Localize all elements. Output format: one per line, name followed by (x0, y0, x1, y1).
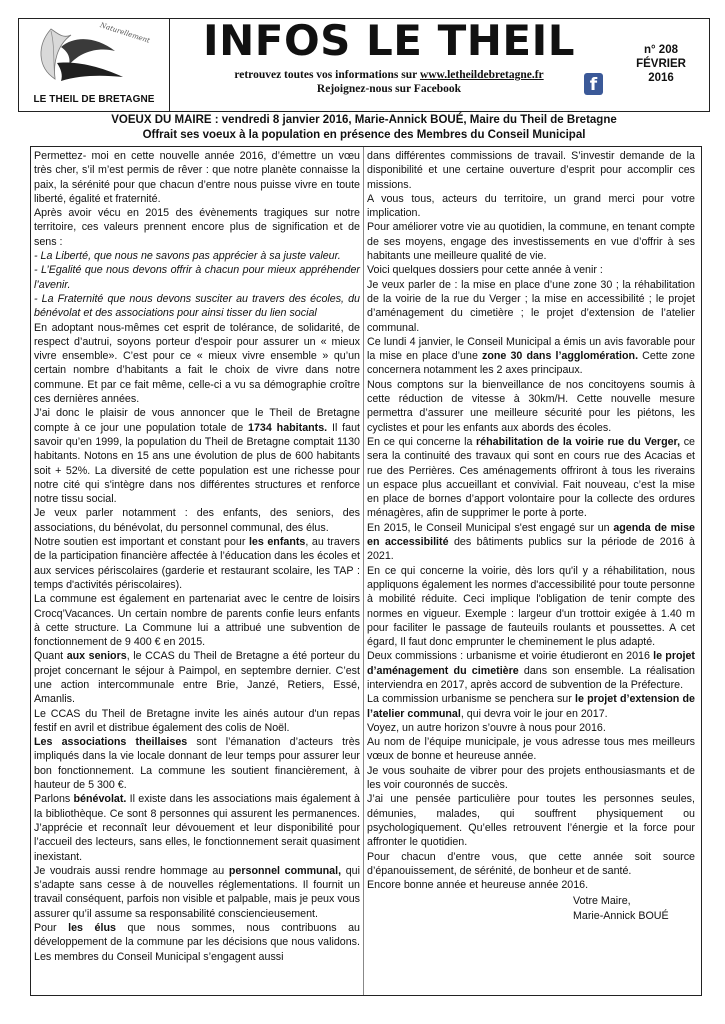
left-column (34, 149, 360, 964)
paragraph (367, 263, 695, 277)
paragraph (34, 707, 360, 736)
paragraph (34, 321, 360, 407)
text-run: Permettez- moi en cette nouvelle année 2016, d’émettre un vœu très cher, s’il m’est permis de rêver : que notre planète connaisse la paix, la sérénité pour que chacun d’entre nous puisse vivre en toute liberté, égalité et fraternité. (34, 150, 360, 205)
bold-text: aux seniors (66, 650, 127, 663)
text-run: J’ai une pensée particulière pour toutes les personnes seules, démunies, malades, qui souffrent physiquement ou psychologiquement. Qu’elles retrouvent l’énergie et la force pour affronter le quotidien. (367, 793, 695, 849)
text-run: qui s’adapte sans cesse à de nouvelles réglementations. Il fournit un travail conséquent, parfois non visible et palpable, mais je peux vous assurer qu’il assume sa responsabilité consciencieusement. (34, 864, 360, 920)
bold-text: les enfants (248, 536, 306, 549)
paragraph (367, 278, 695, 335)
paragraph (367, 335, 695, 378)
text-run: Je veux parler notamment : des enfants, des seniors, des associations, du bénévolat, du personnel communal, des élus. (34, 507, 360, 534)
text-run: Ce lundi 4 janvier, le Conseil Municipal a émis un avis favorable pour la mise en place d’une (367, 335, 695, 363)
paragraph (34, 864, 360, 921)
paragraph (34, 735, 360, 792)
text-run: - La Liberté, que nous ne savons pas apprécier à sa juste valeur. (34, 250, 341, 263)
headline-line-1: VOEUX DU MAIRE : vendredi 8 janvier 2016, Marie-Annick BOUÉ, Maire du Theil de Bretagne (111, 114, 617, 126)
paragraph (34, 921, 360, 964)
text-run: des bâtiments publics sur la période de 2016 à 2021. (367, 536, 695, 563)
text-run: Après avoir vécu en 2015 des évènements tragiques sur notre territoire, ces valeurs prennent encore plus de signification et de sens : (34, 207, 360, 248)
bold-text: personnel communal, (228, 864, 342, 877)
bold-text: bénévolat. (73, 793, 127, 806)
website-line (169, 69, 609, 81)
bold-text: zone 30 dans l’agglomération. (482, 350, 639, 363)
issue-info (621, 43, 701, 85)
text-run: - La Fraternité que nous devons susciter au travers des écoles, du bénévolat et des associations pour ainsi tisser du lien social (34, 292, 360, 320)
paragraph (367, 192, 695, 221)
paragraph (367, 649, 695, 692)
bold-text: les élus (68, 922, 116, 935)
issue-year: 2016 (648, 72, 674, 84)
facebook-line: Rejoignez-nous sur Facebook (316, 83, 462, 95)
signature-name: Marie-Annick BOUÉ (573, 909, 669, 922)
paragraph (34, 249, 360, 263)
paragraph (367, 878, 695, 892)
paragraph (34, 292, 360, 321)
logo-tagline: Naturellement (99, 21, 151, 45)
bold-text: le projet d’aménagement du cimetière (367, 650, 695, 677)
text-run: Pour chacun d’entre vous, que cette année soit source d’épanouissement, de sérénité, de bonheur et de santé. (367, 850, 695, 877)
paragraph (367, 850, 695, 879)
text-run: Pour (34, 922, 69, 935)
paragraph (367, 378, 695, 435)
paragraph (367, 692, 695, 721)
text-run: J’ai donc le plaisir de vous annoncer que le Theil de Bretagne compte à ce jour une population totale de (34, 407, 360, 434)
text-run: que nous sommes, nous contribuons au développement de la commune par les décisions que nous validons. Les membres du Conseil Municipal s’engagent aussi (34, 922, 360, 963)
paragraph (367, 149, 695, 192)
text-run: Au nom de l’équipe municipale, je vous adresse tous mes meilleurs vœux de bonne et heureuse année. (367, 736, 695, 763)
text-run: , au travers de la participation financière affectée à l’éducation dans les écoles et aux services périscolaires (garderie et restaurant scolaire, les TAP : temps d'activités périscolaires). (34, 536, 360, 591)
text-run: Je vous souhaite de vibrer pour des projets enthousiasmants et de les voir couronnés de succès. (367, 764, 695, 792)
paragraph (367, 435, 695, 521)
signature-block (367, 894, 695, 923)
bold-text: agenda de mise en accessibilité (367, 521, 695, 549)
headline-line-2: Offrait ses voeux à la population en présence des Membres du Conseil Municipal (142, 129, 586, 141)
paragraph (34, 263, 360, 292)
website-prefix: retrouvez toutes vos informations sur (234, 69, 420, 81)
paragraph (34, 792, 360, 863)
text-run: Nous comptons sur la bienveillance de nos concitoyens soumis à cette réduction de vitesse à 30km/H. Cette nouvelle mesure permettra d’assurer une meilleure sécurité pour les piétons, les cyclistes et pour les enfants aux abords des écoles. (367, 378, 695, 434)
text-run: ce sera la continuité des travaux qui sont en cours rue des Acacias et rue des Perrières. Ces aménagements offriront à tous les riverains un espace plus accueillant et convivial. Fait nouveau, c’est la mise en place de bornes d’apport volontaire pour la collecte des ordures ménagères, afin de supprimer le porte à porte. (367, 435, 695, 520)
bold-text: le projet d’extension de l’atelier communal (367, 693, 695, 720)
paragraph (34, 206, 360, 249)
text-run: Voici quelques dossiers pour cette année à venir : (367, 264, 603, 277)
text-run: Encore bonne année et heureuse année 2016. (367, 879, 589, 892)
paragraph (367, 735, 695, 764)
text-run: Le CCAS du Theil de Bretagne invite les ainés autour d'un repas festif en avril et distribue également des colis de Noël. (34, 707, 360, 734)
bold-text: Les associations theillaises (34, 736, 188, 749)
text-run: , qui devra voir le jour en 2017. (460, 707, 608, 720)
text-run: A vous tous, acteurs du territoire, un grand merci pour votre implication. (367, 192, 695, 220)
right-column (367, 149, 695, 923)
paragraph (367, 564, 695, 650)
facebook-icon[interactable]: f (584, 73, 603, 95)
text-run: Voyez, un autre horizon s’ouvre à nous pour 2016. (367, 721, 606, 734)
issue-month: FÉVRIER (636, 58, 686, 70)
right-paragraphs (367, 149, 695, 892)
paragraph (367, 721, 695, 735)
text-run: sont l’émanation d’acteurs très impliqués dans la vie locale donnant de leur temps pour assurer leur bon fonctionnement. La commune les soutient financièrement, à hauteur de 5 300 €. (34, 736, 360, 792)
text-run: Je veux parler de : la mise en place d’une zone 30 ; la réhabilitation de la voirie de la rue du Verger ; la mise en accessibilité ; le projet d’aménagement du cimetière ; le projet d’extension de l’atelier communal. (367, 278, 695, 334)
paragraph (367, 792, 695, 849)
text-run: Notre soutien est important et constant pour (34, 536, 249, 549)
text-run: En ce qui concerne la (367, 435, 477, 448)
text-run: En adoptant nous-mêmes cet esprit de tolérance, de solidarité, de respect d’autrui, soyons porteur d'espoir pour assurer un « mieux vivre ensemble». C’est pour ce « mieux vivre ensemble » qu’un certain nombre d’habitants a fait le choix de vivre dans notre commune. Et par ce fait même, celle-ci a vu sa démographie croître ces dernières années. (34, 321, 360, 406)
website-link[interactable]: www.letheildebretagne.fr (419, 69, 544, 81)
text-run: Cette zone concernera notamment les 2 axes principaux. (367, 350, 695, 377)
paragraph (34, 592, 360, 649)
paragraph (34, 506, 360, 535)
text-run: La commune est également en partenariat avec le centre de loisirs Crocq’Vacances. Un certain nombre de parents confie leurs enfants à cette structure. La Commune lui a attribué une subvention de fonctionnement de 9 400 € en 2015. (34, 593, 360, 649)
text-run: La commission urbanisme se penchera sur (367, 693, 575, 706)
column-divider (363, 147, 364, 995)
paragraph (34, 649, 360, 706)
newsletter-title: INFOS LE THEIL (203, 16, 575, 65)
text-run: Pour améliorer votre vie au quotidien, la commune, en tenant compte de ses moyens, engage des investissements en vue d’offrir à ses habitants une meilleure qualité de vie. (367, 221, 695, 263)
text-run: dans différentes commissions de travail. S’investir demande de la disponibilité et une certaine ouverture d’esprit pour accomplir ces missions. (367, 150, 695, 191)
paragraph (367, 764, 695, 793)
text-run: Je voudrais aussi rendre hommage au (34, 864, 229, 877)
article-headline (34, 113, 694, 143)
text-run: - L’Egalité que nous devons offrir à chacun pour mieux appréhender l’avenir. (34, 264, 360, 291)
paragraph (367, 220, 695, 263)
municipal-logo (19, 19, 170, 111)
article-body (30, 146, 702, 996)
bold-text: réhabilitation de la voirie rue du Verger, (476, 435, 681, 448)
text-run: dans son ensemble. La réalisation interviendra en 2017, après accord de subvention de la Préfecture. (367, 664, 695, 691)
text-run: Il existe dans les associations mais également à la bibliothèque. Ce sont 8 personnes qui assurent les permanences. J’apprécie et reconnaît leur dévouement et leur disponibilité pour l’accueil des lecteurs, sans elles, le fonctionnement serait quasiment inexistant. (34, 793, 360, 863)
text-run: En ce qui concerne la voirie, dès lors qu'il y a réhabilitation, nous appliquons également les normes d'accessibilité pour toute personne à mobilité réduite. Ceci implique l'obligation de tenir compte des normes en vigueur. Exemple : largeur d'un trottoir exigée à 1.40 m pour faciliter le passage de fauteuils roulants et poussettes. A cet égard, Il faut donc emprunter le cheminement le plus adapté. (367, 564, 695, 649)
text-run: , le CCAS du Theil de Bretagne a été porteur du projet concernant le séjour à Paimpol, en septembre dernier. C’est une action intercommunale entre Brie, Janzé, Retiers, Essé, Amanlis. (34, 650, 360, 706)
text-run: En 2015, le Conseil Municipal s'est engagé sur un (367, 521, 614, 534)
text-run: Il faut savoir qu’en 1999, la population du Theil de Bretagne comptait 1130 habitants. Notons en 15 ans une évolution de plus de 600 habitants soit + 52%. La diversité de cette population est une richesse pour notre cité qui s'intègre dans nos différentes structures et renforce notre tissu social. (34, 421, 360, 506)
bold-text: 1734 habitants. (248, 421, 328, 434)
logo-caption: LE THEIL DE BRETAGNE (33, 94, 155, 105)
text-run: Parlons (34, 793, 74, 806)
paragraph (34, 149, 360, 206)
paragraph (34, 535, 360, 592)
text-run: Quant (34, 650, 67, 663)
masthead (18, 18, 710, 112)
issue-number: n° 208 (643, 44, 678, 56)
text-run: Deux commissions : urbanisme et voirie étudieront en 2016 (367, 650, 654, 663)
paragraph (367, 521, 695, 564)
paragraph (34, 406, 360, 506)
signature-greeting: Votre Maire, (573, 895, 631, 908)
